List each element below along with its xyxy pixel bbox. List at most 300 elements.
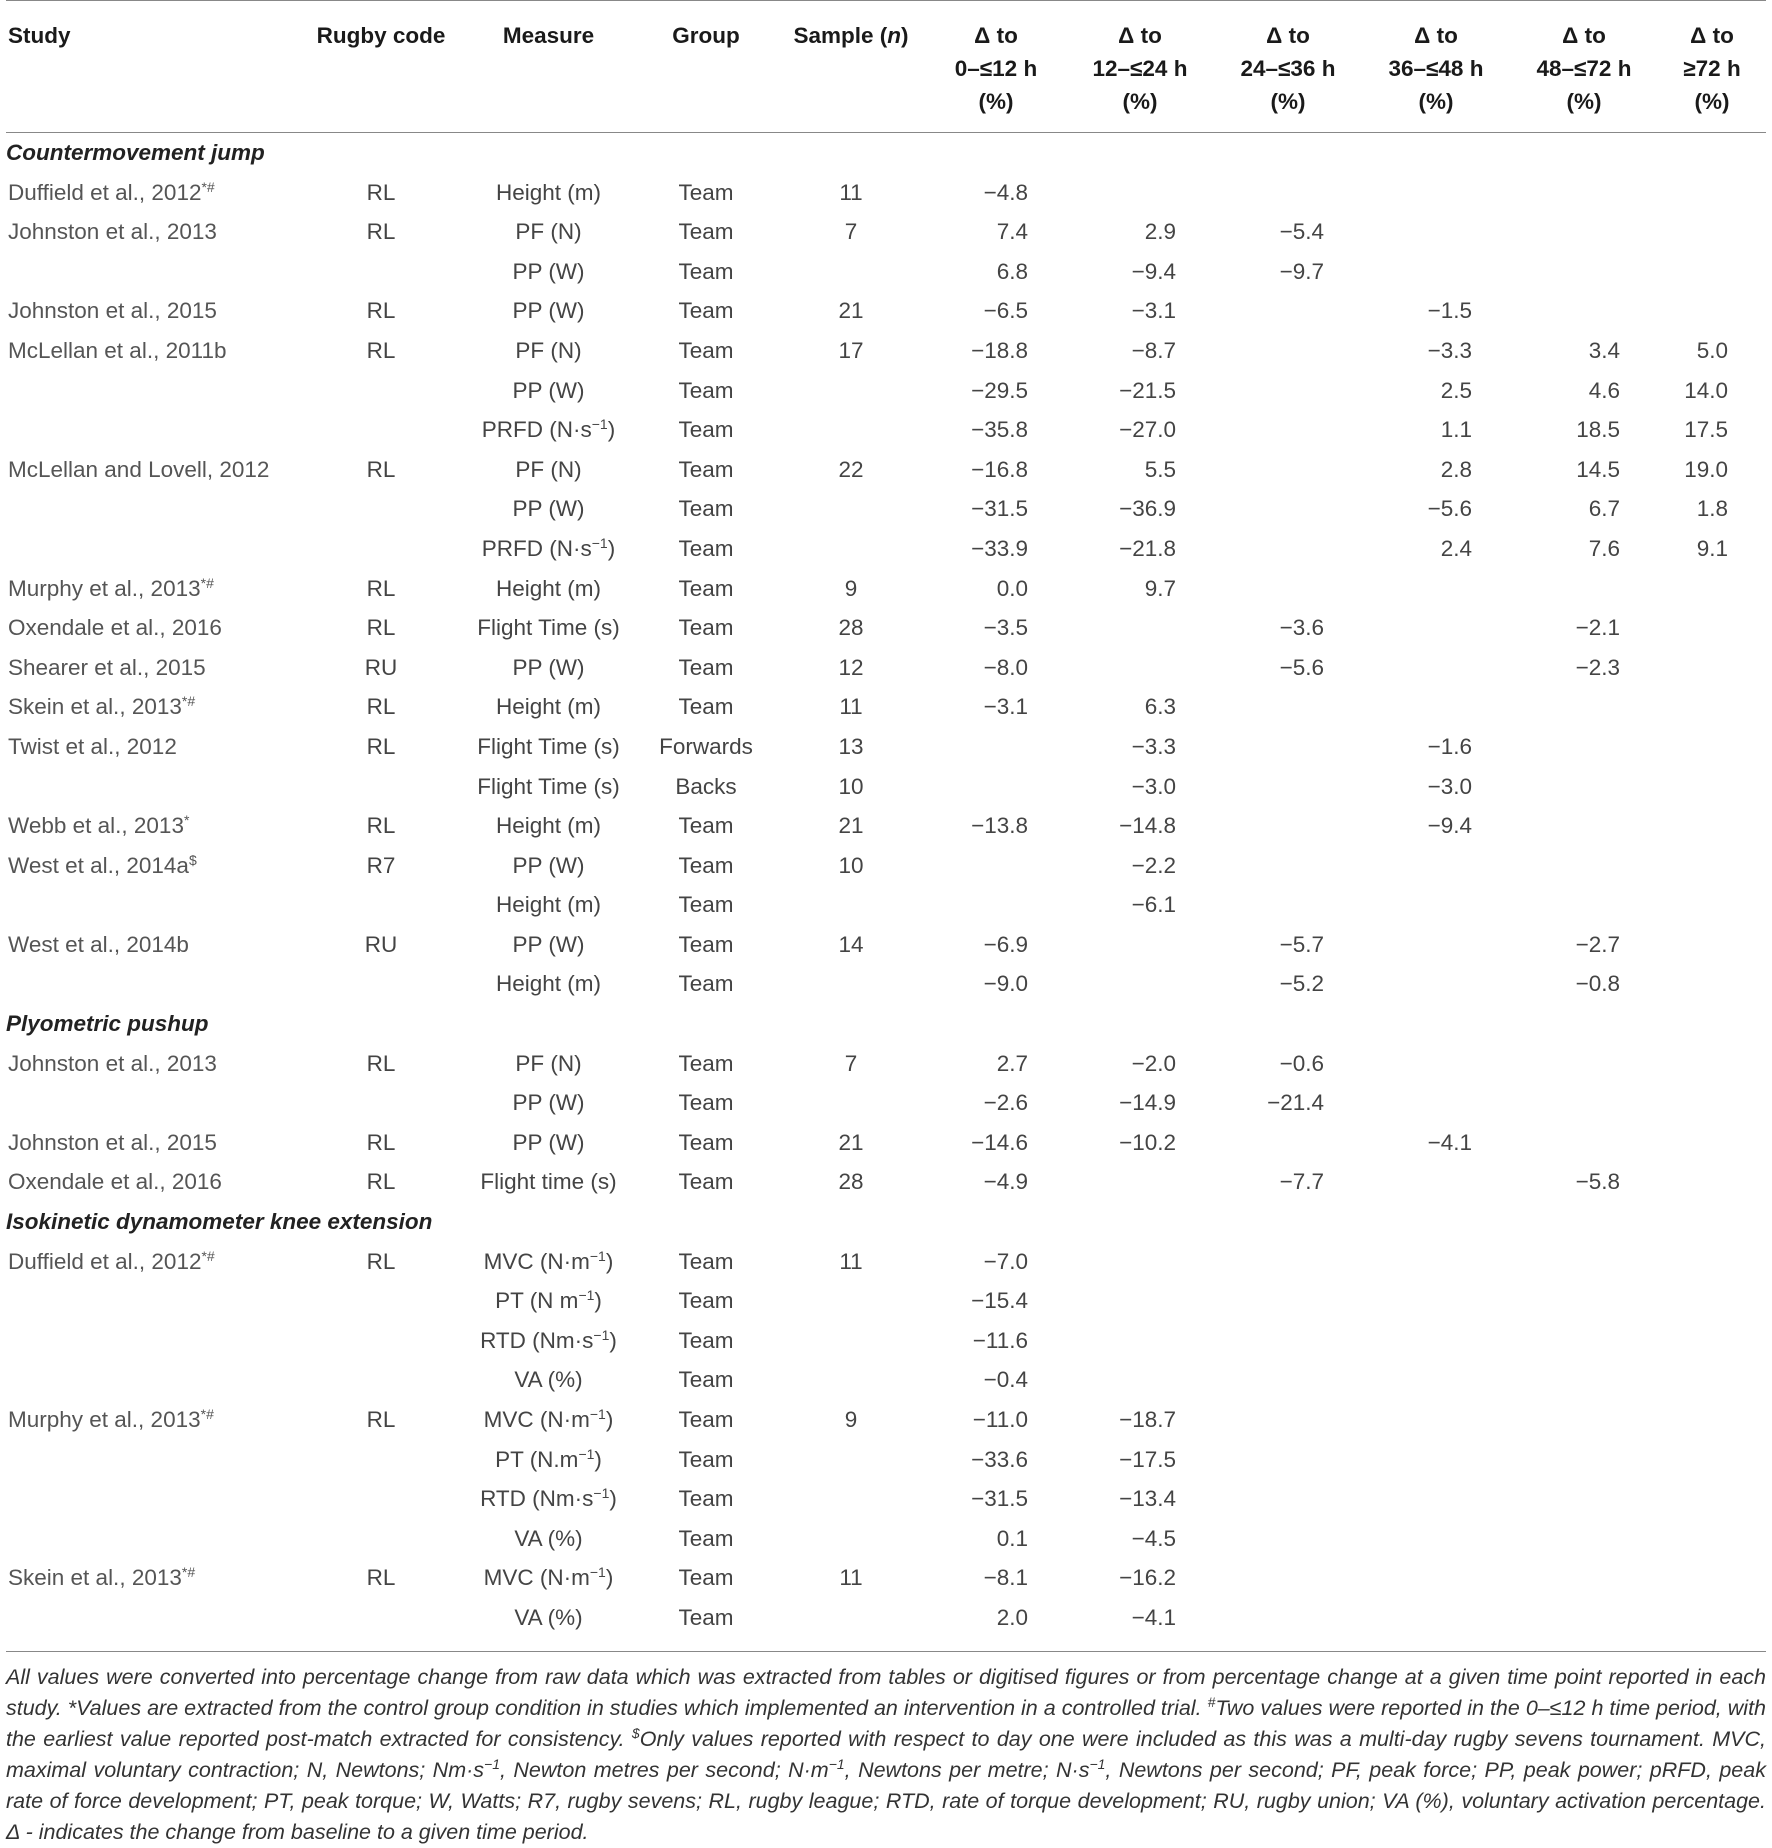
cell-delta-value: [1510, 727, 1658, 767]
cell-delta-value: [1214, 1242, 1362, 1282]
cell-delta-value: 0.1: [996, 1525, 1028, 1551]
cell-rugby-code: RU: [364, 931, 398, 957]
cell-delta-value: [1658, 964, 1766, 1004]
cell-sample: [776, 1479, 926, 1519]
cell-rugby-code: RL: [366, 615, 396, 641]
cell-measure: PP (W): [512, 852, 585, 878]
cell-delta-value: −11.6: [972, 1327, 1028, 1353]
cell-group: Team: [678, 417, 734, 443]
cell-sample: 7: [844, 1050, 858, 1076]
cell-delta-value: [1362, 1162, 1510, 1202]
cell-delta-value: −31.5: [971, 496, 1028, 522]
cell-group: Team: [678, 694, 734, 720]
cell-study: Johnston et al., 2013: [8, 219, 217, 245]
cell-study: West et al., 2014b: [8, 931, 189, 957]
header-group: Group: [672, 23, 740, 48]
cell-study: Shearer et al., 2015: [8, 654, 206, 680]
cell-delta-value: [1510, 1360, 1658, 1400]
cell-delta-value: −18.8: [971, 337, 1028, 363]
cell-delta-value: [1658, 1044, 1766, 1084]
cell-delta-value: −2.7: [1575, 931, 1620, 957]
cell-delta-value: −9.7: [1279, 258, 1324, 284]
cell-delta-value: 5.5: [1144, 456, 1176, 482]
cell-measure: PP (W): [512, 654, 585, 680]
cell-delta-value: −0.8: [1575, 971, 1620, 997]
table-row: [6, 1440, 1766, 1480]
header-study: Study: [8, 23, 71, 48]
cell-delta-value: −2.1: [1575, 615, 1620, 641]
cell-sample: 28: [838, 615, 864, 641]
cell-study: Murphy et al., 2013*#: [8, 574, 214, 601]
table-row: [6, 846, 1766, 886]
cell-delta-value: −10.2: [1119, 1129, 1176, 1155]
cell-delta-value: [1510, 1083, 1658, 1123]
cell-measure: PT $(N.m^{-1})$: [495, 1445, 602, 1472]
cell-sample: 11: [839, 179, 863, 205]
cell-delta-value: −29.5: [971, 377, 1028, 403]
cell-group: Team: [678, 852, 734, 878]
table-row: [6, 410, 1766, 450]
cell-delta-value: [1362, 1281, 1510, 1321]
cell-sample: 11: [839, 1565, 863, 1591]
cell-delta-value: −9.0: [983, 971, 1028, 997]
cell-delta-value: [1066, 1162, 1214, 1202]
cell-sample: [776, 1281, 926, 1321]
cell-delta-value: [1066, 964, 1214, 1004]
cell-delta-value: [1214, 1360, 1362, 1400]
cell-delta-value: [1658, 806, 1766, 846]
section-title: Isokinetic dynamometer knee extension: [6, 1209, 433, 1235]
table-row: [6, 648, 1766, 688]
cell-delta-value: [1510, 1519, 1658, 1559]
cell-delta-value: [1658, 291, 1766, 331]
cell-delta-value: 1.8: [1696, 496, 1728, 522]
cell-delta-value: −0.6: [1279, 1050, 1324, 1076]
cell-group: Forwards: [659, 733, 753, 759]
cell-sample: 10: [838, 852, 864, 878]
cell-delta-value: [1362, 1044, 1510, 1084]
cell-rugby-code: [301, 1519, 461, 1559]
cell-delta-value: [1658, 1321, 1766, 1361]
cell-rugby-code: [301, 410, 461, 450]
cell-group: Backs: [675, 773, 737, 799]
table-row: [6, 1044, 1766, 1084]
cell-delta-value: [1658, 885, 1766, 925]
cell-delta-value: −6.5: [983, 298, 1028, 324]
table-row: [6, 489, 1766, 529]
cell-delta-value: [1362, 846, 1510, 886]
cell-delta-value: [1510, 212, 1658, 252]
cell-delta-value: −27.0: [1119, 417, 1176, 443]
table-row: [6, 1321, 1766, 1361]
cell-delta-value: 3.4: [1588, 337, 1620, 363]
cell-delta-value: [1214, 291, 1362, 331]
cell-delta-value: 6.7: [1588, 496, 1620, 522]
cell-delta-value: [1362, 569, 1510, 609]
cell-study: Twist et al., 2012: [8, 733, 177, 759]
section-header-row: [6, 1004, 1766, 1044]
cell-rugby-code: [301, 767, 461, 807]
cell-delta-value: 4.6: [1588, 377, 1620, 403]
table-row: [6, 252, 1766, 292]
cell-delta-value: [1362, 608, 1510, 648]
cell-measure: Flight Time (s): [477, 773, 620, 799]
cell-sample: [776, 964, 926, 1004]
cell-delta-value: −1.6: [1427, 733, 1472, 759]
cell-delta-value: −31.5: [971, 1486, 1028, 1512]
cell-delta-value: [1510, 687, 1658, 727]
cell-delta-value: 2.5: [1440, 377, 1472, 403]
cell-group: Team: [678, 535, 734, 561]
cell-delta-value: −33.6: [971, 1446, 1028, 1472]
cell-measure: MVC $(N\cdot m^{-1})$: [483, 1406, 614, 1432]
cell-delta-value: −5.8: [1575, 1169, 1620, 1195]
header-delta-0-12: Δ to 0–≤12 h (%): [954, 23, 1038, 114]
cell-study: [6, 489, 301, 529]
cell-delta-value: [1510, 1321, 1658, 1361]
section-header-row: [6, 133, 1766, 173]
cell-delta-value: [1658, 767, 1766, 807]
cell-sample: 28: [838, 1169, 864, 1195]
cell-delta-value: [1510, 1558, 1658, 1598]
cell-measure: Height (m): [495, 694, 602, 720]
cell-delta-value: −18.7: [1119, 1407, 1176, 1432]
cell-delta-value: −0.4: [983, 1367, 1028, 1393]
cell-rugby-code: [301, 1598, 461, 1638]
cell-group: Team: [678, 654, 734, 680]
cell-delta-value: −36.9: [1119, 496, 1176, 522]
cell-delta-value: 2.0: [996, 1604, 1028, 1630]
cell-group: Team: [678, 496, 734, 522]
cell-delta-value: 14.5: [1576, 456, 1620, 482]
cell-delta-value: −2.3: [1575, 654, 1620, 680]
cell-study: [6, 1479, 301, 1519]
cell-sample: 11: [839, 694, 863, 720]
cell-delta-value: [1658, 727, 1766, 767]
cell-delta-value: [1510, 1044, 1658, 1084]
cell-delta-value: [926, 846, 1066, 886]
cell-measure: Flight Time (s): [477, 733, 620, 759]
table-body: [6, 133, 1766, 1638]
cell-delta-value: [926, 885, 1066, 925]
cell-delta-value: [1658, 925, 1766, 965]
cell-delta-value: −2.0: [1131, 1050, 1176, 1076]
cell-delta-value: [1510, 767, 1658, 807]
cell-measure: PF (N): [515, 1050, 582, 1076]
cell-sample: 13: [838, 733, 864, 759]
cell-delta-value: [1510, 1479, 1658, 1519]
cell-rugby-code: RL: [366, 219, 396, 245]
cell-measure: Height (m): [495, 575, 602, 601]
cell-delta-value: [1362, 1321, 1510, 1361]
cell-group: Team: [678, 1327, 734, 1353]
cell-delta-value: −13.8: [971, 813, 1028, 839]
cell-delta-value: −3.0: [1427, 773, 1472, 799]
cell-study: [6, 252, 301, 292]
cell-delta-value: 5.0: [1696, 337, 1728, 363]
cell-delta-value: −6.1: [1131, 892, 1176, 918]
table-row: [6, 1123, 1766, 1163]
cell-group: Team: [678, 258, 734, 284]
cell-study: Johnston et al., 2013: [8, 1050, 217, 1076]
cell-group: Team: [678, 1288, 734, 1314]
cell-delta-value: [1214, 1281, 1362, 1321]
cell-delta-value: [1362, 1360, 1510, 1400]
header-delta-48-72: Δ to 48–≤72 h (%): [1536, 23, 1632, 114]
table-row: [6, 1162, 1766, 1202]
cell-delta-value: −14.6: [971, 1129, 1028, 1155]
cell-group: Team: [678, 456, 734, 482]
cell-sample: [776, 371, 926, 411]
cell-delta-value: [1214, 529, 1362, 569]
cell-study: Johnston et al., 2015: [8, 298, 217, 324]
cell-delta-value: [1362, 1519, 1510, 1559]
cell-delta-value: −4.9: [983, 1169, 1028, 1195]
table-row: [6, 767, 1766, 807]
cell-measure: Height (m): [495, 813, 602, 839]
cell-delta-value: [1658, 1281, 1766, 1321]
cell-delta-value: −8.1: [983, 1565, 1028, 1591]
cell-delta-value: [926, 767, 1066, 807]
cell-delta-value: [1214, 450, 1362, 490]
header-delta-24-36: Δ to 24–≤36 h (%): [1240, 23, 1336, 114]
cell-study: Oxendale et al., 2016: [8, 1169, 222, 1195]
cell-study: [6, 767, 301, 807]
cell-delta-value: −9.4: [1427, 813, 1472, 839]
cell-study: [6, 885, 301, 925]
cell-delta-value: [1658, 608, 1766, 648]
cell-delta-value: [1066, 1281, 1214, 1321]
cell-sample: [776, 1360, 926, 1400]
cell-rugby-code: RL: [366, 337, 396, 363]
cell-study: West et al., 2014a$: [8, 851, 197, 878]
table-row: [6, 1598, 1766, 1638]
cell-rugby-code: RL: [366, 298, 396, 324]
cell-delta-value: 18.5: [1576, 417, 1620, 443]
section-title: Countermovement jump: [6, 140, 265, 165]
cell-group: Team: [678, 1407, 734, 1432]
cell-delta-value: [1658, 1440, 1766, 1480]
cell-rugby-code: [301, 964, 461, 1004]
cell-study: [6, 1360, 301, 1400]
table-row: [6, 1519, 1766, 1559]
cell-rugby-code: [301, 371, 461, 411]
cell-study: [6, 1440, 301, 1480]
cell-rugby-code: RL: [366, 1565, 396, 1591]
cell-delta-value: [1658, 1400, 1766, 1440]
cell-group: Team: [678, 892, 734, 918]
cell-sample: [776, 1321, 926, 1361]
cell-rugby-code: RL: [366, 575, 396, 601]
table-row: [6, 687, 1766, 727]
cell-delta-value: 6.3: [1144, 694, 1176, 720]
cell-rugby-code: RL: [366, 456, 396, 482]
cell-sample: 9: [844, 1407, 858, 1432]
cell-group: Team: [678, 1090, 734, 1116]
cell-delta-value: −3.3: [1131, 733, 1176, 759]
cell-group: Team: [678, 377, 734, 403]
cell-delta-value: [1214, 687, 1362, 727]
section-header-row: [6, 1202, 1766, 1242]
cell-measure: VA (%): [514, 1604, 583, 1630]
cell-measure: PF (N): [515, 456, 582, 482]
cell-delta-value: [1214, 1479, 1362, 1519]
cell-study: Murphy et al., 2013*#: [8, 1406, 214, 1432]
cell-delta-value: [1510, 885, 1658, 925]
cell-measure: MVC $(N\cdot m^{-1})$: [483, 1247, 614, 1274]
cell-delta-value: −35.8: [971, 417, 1028, 443]
cell-measure: Height (m): [495, 179, 602, 205]
cell-delta-value: [1658, 846, 1766, 886]
cell-delta-value: [1214, 569, 1362, 609]
cell-study: [6, 410, 301, 450]
cell-group: Team: [678, 337, 734, 363]
table-row: [6, 806, 1766, 846]
cell-rugby-code: [301, 1321, 461, 1361]
cell-group: Team: [678, 575, 734, 601]
cell-study: McLellan and Lovell, 2012: [8, 456, 270, 482]
cell-delta-value: [1658, 569, 1766, 609]
cell-delta-value: 2.9: [1144, 219, 1176, 245]
cell-delta-value: [1362, 252, 1510, 292]
cell-delta-value: [1362, 212, 1510, 252]
cell-delta-value: −7.0: [983, 1248, 1028, 1274]
table-row: [6, 1281, 1766, 1321]
cell-delta-value: −11.0: [972, 1407, 1028, 1432]
cell-delta-value: [1658, 173, 1766, 213]
cell-measure: Height (m): [495, 971, 602, 997]
cell-measure: PRFD $(N\cdot s^{-1})$: [481, 416, 616, 443]
cell-group: Team: [678, 1565, 734, 1591]
cell-sample: 21: [838, 813, 864, 839]
cell-sample: 10: [838, 773, 864, 799]
cell-study: [6, 1598, 301, 1638]
cell-delta-value: [1362, 687, 1510, 727]
cell-delta-value: −5.6: [1427, 496, 1472, 522]
cell-group: Team: [678, 615, 734, 641]
cell-measure: MVC $(N\cdot m^{-1})$: [483, 1564, 614, 1591]
cell-measure: Height (m): [495, 892, 602, 918]
cell-delta-value: 0.0: [996, 575, 1028, 601]
cell-delta-value: [1658, 687, 1766, 727]
cell-delta-value: [1362, 173, 1510, 213]
cell-measure: PP (W): [512, 298, 585, 324]
cell-sample: 14: [838, 931, 864, 957]
cell-measure: PP (W): [512, 1090, 585, 1116]
cell-sample: 9: [844, 575, 858, 601]
cell-delta-value: −21.5: [1119, 377, 1176, 403]
cell-delta-value: [1658, 1162, 1766, 1202]
section-title: Plyometric pushup: [6, 1011, 209, 1037]
cell-delta-value: [1510, 569, 1658, 609]
cell-measure: VA (%): [514, 1525, 583, 1551]
header-sample: Sample (n): [793, 23, 909, 48]
cell-delta-value: [1510, 1242, 1658, 1282]
cell-group: Team: [678, 1446, 734, 1472]
cell-study: [6, 529, 301, 569]
cell-delta-value: −1.5: [1427, 298, 1472, 324]
cell-delta-value: [926, 727, 1066, 767]
cell-delta-value: −3.3: [1427, 337, 1472, 363]
cell-delta-value: [1658, 1479, 1766, 1519]
cell-delta-value: −13.4: [1119, 1486, 1176, 1512]
cell-rugby-code: [301, 1281, 461, 1321]
cell-group: Team: [678, 1604, 734, 1630]
cell-delta-value: −6.9: [983, 931, 1028, 957]
cell-delta-value: 9.1: [1696, 535, 1728, 561]
cell-delta-value: [1658, 1519, 1766, 1559]
cell-delta-value: −5.4: [1279, 219, 1324, 245]
cell-delta-value: [1214, 173, 1362, 213]
cell-study: [6, 1519, 301, 1559]
cell-delta-value: [1066, 1242, 1214, 1282]
cell-rugby-code: RL: [366, 1248, 396, 1274]
cell-measure: Flight time (s): [480, 1169, 617, 1195]
cell-rugby-code: [301, 1083, 461, 1123]
cell-delta-value: −3.6: [1279, 615, 1324, 641]
cell-study: Duffield et al., 2012*#: [8, 1247, 215, 1274]
cell-delta-value: [1658, 252, 1766, 292]
cell-delta-value: 6.8: [996, 258, 1028, 284]
cell-delta-value: [1658, 1558, 1766, 1598]
cell-rugby-code: RL: [366, 1050, 396, 1076]
table-row: [6, 1400, 1766, 1440]
cell-delta-value: [1066, 1321, 1214, 1361]
cell-group: Team: [678, 813, 734, 839]
cell-sample: 22: [838, 456, 864, 482]
cell-delta-value: 17.5: [1684, 417, 1728, 443]
cell-delta-value: [1362, 925, 1510, 965]
table-row: [6, 529, 1766, 569]
cell-delta-value: [1510, 1440, 1658, 1480]
cell-delta-value: [1362, 1479, 1510, 1519]
cell-group: Team: [678, 1367, 734, 1393]
cell-delta-value: [1214, 885, 1362, 925]
cell-study: [6, 1083, 301, 1123]
cell-delta-value: −14.8: [1119, 813, 1176, 839]
cell-sample: [776, 410, 926, 450]
cell-delta-value: [1658, 1242, 1766, 1282]
table-row: [6, 291, 1766, 331]
header-row: [6, 1, 1766, 133]
cell-rugby-code: RL: [366, 733, 396, 759]
cell-sample: 21: [838, 1129, 864, 1155]
cell-group: Team: [678, 298, 734, 324]
cell-delta-value: −16.8: [971, 456, 1028, 482]
cell-delta-value: [1362, 1558, 1510, 1598]
cell-delta-value: −5.7: [1279, 931, 1324, 957]
cell-group: Team: [678, 931, 734, 957]
cell-rugby-code: [301, 1479, 461, 1519]
cell-rugby-code: [301, 885, 461, 925]
cell-delta-value: [1362, 1242, 1510, 1282]
cell-rugby-code: [301, 489, 461, 529]
cell-study: [6, 1321, 301, 1361]
cell-delta-value: [1362, 885, 1510, 925]
cell-study: Johnston et al., 2015: [8, 1129, 217, 1155]
cell-rugby-code: [301, 1440, 461, 1480]
cell-rugby-code: [301, 1360, 461, 1400]
table-row: [6, 608, 1766, 648]
cell-delta-value: [1066, 173, 1214, 213]
cell-group: Team: [678, 219, 734, 245]
cell-delta-value: 14.0: [1684, 377, 1728, 403]
header-delta-12-24: Δ to 12–≤24 h (%): [1092, 23, 1188, 114]
cell-delta-value: −3.5: [983, 615, 1028, 641]
cell-measure: PP (W): [512, 377, 585, 403]
cell-delta-value: [1214, 1598, 1362, 1638]
cell-delta-value: [1066, 608, 1214, 648]
